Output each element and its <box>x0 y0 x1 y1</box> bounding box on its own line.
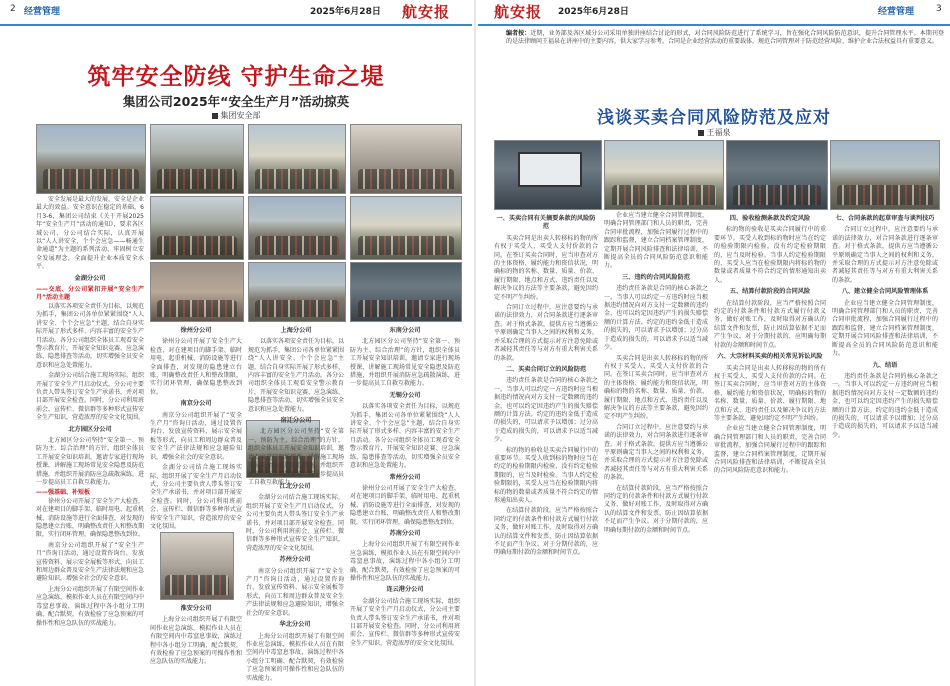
byline-author-right: 王福泉 <box>706 128 731 137</box>
photo-discussion <box>830 140 940 210</box>
article-paragraph: 买卖合同是出卖人转移标的物的所有权于买受人，买受人支付价款的合同。在签订买卖合同时，应当审查对方的主体资格、履约能力和资信状况，明确标的物的名称、数量、质量、价款、履行期限、地点和方式、违约责任以及解决争议的方法等主要条款，避免因约定不明产生纠纷。 <box>604 354 708 421</box>
section-heading: 南京分公司 <box>180 400 212 408</box>
article-paragraph: 在结算付款阶段，应当严格按照合同约定的付款条件和付款方式履行付款义务，做好对账工作，及时取得对方确认的结算文件和发票，防止因结算依据不足而产生争议。对于分期付款的，应明确每期付款的金额和时间节点。 <box>714 299 826 349</box>
section-heading: 宿迁分公司 <box>280 417 312 425</box>
photo-people <box>157 236 238 255</box>
article-paragraph: 违约责任条款是合同的核心条款之一。当事人可以约定一方违约时应当根据违约情况向对方支付一定数额的违约金，也可以约定因违约产生的损失赔偿额的计算方法。约定的违约金低于造成的损失的，可以请求予以增加；过分高于造成的损失的，可以请求予以适当减少。 <box>604 285 708 352</box>
article-paragraph: 南京分公司组织开展了“安全生产月”咨询日活动，通过设置咨询台、发放宣传资料、展示安全展板等形式，向员工和周边群众普及安全生产法律法规和应急避险知识，增强全社会的安全意识。 <box>246 567 344 617</box>
right-page <box>478 0 950 686</box>
article-paragraph: 徐州分公司开展了安全生产大检查，对在建项目的脚手架、临时用电、起重机械、消防设施等进行全面排查，对发现的隐患建立台账，明确整改责任人和整改期限，实行闭环管理，确保隐患整改到位。 <box>36 497 145 539</box>
article-column-2b <box>150 602 242 682</box>
byline-marker-icon <box>698 130 704 136</box>
article-paragraph: 以落实各项安全责任为目标，以规范为抓手，集团公司各单位紧紧围绕“人人讲安全、个个会应急”主题，结合自身实际开展了形式多样、内容丰富的安全生产月活动。各分公司组织全体员工观看安全警示教育片，开展安全知识竞赛、应急演练、隐患排查等活动，切实增强全员安全意识和应急处置能力。 <box>248 338 345 413</box>
right-headline: 浅谈买卖合同风险防范及应对 <box>597 108 831 128</box>
left-page <box>0 0 472 686</box>
photo-people <box>733 185 821 205</box>
article-paragraph: 金湖分公司结合施工现场实际，组织开展了安全生产月启动仪式，分公司主要负责人带头签订安全生产承诺书，并对项目部开展安全检查。同时，分公司利用班前会、宣传栏、微信群等多种形式宣传安全生产知识，营造浓厚的安全文化氛围。 <box>350 597 460 647</box>
photo-drill <box>150 196 244 260</box>
photo-indoor-meeting <box>350 262 462 322</box>
article-paragraph: 企业应当建立健全合同管理制度，明确合同管理部门和人员的职责，完善合同审批流程，加强合同履行过程中的跟踪和监督，建立合同档案管理制度，定期开展合同风险排查和法律培训，不断提高全员的合同风险防范意识和能力。 <box>604 212 708 270</box>
presentation-screen <box>518 152 581 187</box>
photo-workers <box>350 196 462 260</box>
byline-right <box>614 127 814 138</box>
section-heading: 苏州分公司 <box>279 556 311 564</box>
photo-people <box>255 300 340 317</box>
page-fold <box>474 0 476 686</box>
article-paragraph: 企业应当建立健全合同管理制度，明确合同管理部门和人员的职责，完善合同审批流程，加强合同履行过程中的跟踪和监督，建立合同档案管理制度，定期开展合同风险排查和法律培训，不断提高全员的合同风险防范意识和能力。 <box>832 299 938 358</box>
editor-note-label: 编者按： <box>506 30 531 37</box>
article-paragraph: 合同订立过程中，应注意要约与承诺的法律效力，对合同条款进行逐条审查。对于格式条款，提供方应当遵循公平原则确定当事人之间的权利和义务，并采取合理的方式提示对方注意免除或者减轻其责任等与对方有重大利害关系的条款。 <box>604 423 708 482</box>
article-column-2 <box>150 324 242 528</box>
photo-people <box>255 169 340 189</box>
article-paragraph: 合同订立过程中，应注意要约与承诺的法律效力，对合同条款进行逐条审查。对于格式条款，提供方应当遵循公平原则确定当事人之间的权利和义务，并采取合理的方式提示对方注意免除或者减轻其责任等与对方有重大利害关系的条款。 <box>494 304 598 362</box>
page-subhead: 集团公司2025年“安全生产月”活动掠英 <box>122 94 350 109</box>
right-column-1 <box>494 212 598 682</box>
article-column-1 <box>36 196 144 680</box>
article-paragraph: 买卖合同是出卖人转移标的物的所有权于买受人，买受人支付价款的合同。在签订买卖合同时，应当审查对方的主体资格、履约能力和资信状况，明确标的物的名称、数量、质量、价款、履行期限、地点和方式、违约责任以及解决争议的方法等主要条款，避免因约定不明产生纠纷。 <box>494 234 598 301</box>
photo-group-outdoor <box>350 124 462 194</box>
masthead-left: 航安报 <box>402 3 451 21</box>
article-paragraph: 南京分公司组织开展了“安全生产月”咨询日活动，通过设置咨询台、发放宣传资料、展示安全展板等形式，向员工和周边群众普及安全生产法律法规和应急避险知识，增强全社会的安全意识。 <box>150 411 242 461</box>
article-intro: 安全发展是最大的发展，安全是企业最大的效益。安全意识在稳定的基础，6月3-6，集团公司结束《关于开展2025年“安全生产月”活动的通知》，要求各区域公司、分公司结合实际，认真开展以“人人讲安全、个个会应急——畅通生命通道”为主题的系列活动，牢固树立安全发展理念，全面提升企业本质安全水平。 <box>36 196 145 271</box>
photo-training <box>150 124 244 194</box>
photo-people <box>358 300 455 317</box>
photo-banner-event <box>160 532 234 600</box>
section-heading: 淮安分公司 <box>180 605 212 612</box>
photo-people <box>157 169 238 189</box>
photo-people <box>837 185 932 205</box>
section-heading: 常州分公司 <box>389 473 421 481</box>
article-column-3b <box>246 480 344 682</box>
right-page-header <box>478 0 950 26</box>
article-paragraph: 上海分公司组织开展了有限空间作业应急演练，模拟作业人员在有限空间内中毒窒息事故，演练过程中各小组分工明确、配合默契，有效检验了应急预案的可操作性和应急队伍的实战能力。 <box>36 585 145 627</box>
photo-lecture <box>248 196 346 260</box>
article-paragraph: 上海分公司组织开展了有限空间作业应急演练，模拟作业人员在有限空间内中毒窒息事故，演练过程中各小组分工明确、配合默契，有效检验了应急预案的可操作性和应急队伍的实战能力。 <box>350 541 460 582</box>
section-heading: 四、验收检测条款及约定风险 <box>729 215 811 222</box>
section-heading: 上海分公司 <box>280 327 312 334</box>
editor-note <box>506 30 944 46</box>
photo-people <box>255 236 340 255</box>
article-paragraph: 北方园区分公司坚持“安全第一、预防为主、综合治理”的方针，组织全体员工开展安全知识培训，邀请专家进行现场授课，讲解施工现场常见安全隐患及防范措施，并组织开展消防应急疏散演练，进一步提高员工自救互救能力。 <box>350 338 460 388</box>
photo-people <box>358 169 455 189</box>
left-page-header <box>0 0 472 26</box>
section-heading: 连云港分公司 <box>386 586 424 594</box>
page-headline: 筑牢安全防线 守护生命之堤 <box>87 63 385 90</box>
photo-site-inspection <box>248 124 346 194</box>
article-paragraph: 违约责任条款是合同的核心条款之一。当事人可以约定一方违约时应当根据违约情况向对方支付一定数额的违约金，也可以约定因违约产生的损失赔偿额的计算方法。约定的违约金低于造成的损失的，可以请求予以增加；过分高于造成的损失的，可以请求予以适当减少。 <box>494 377 598 444</box>
article-paragraph: 徐州分公司开展了安全生产大检查，对在建项目的脚手架、临时用电、起重机械、消防设施等进行全面排查，对发现的隐患建立台账，明确整改责任人和整改期限，实行闭环管理，确保隐患整改到位。 <box>150 338 242 396</box>
article-paragraph: 标的物的验收是买卖合同履行中的重要环节。买受人收到标的物时应当在约定的检验期限内检验，没有约定检验期限的，应当及时检验。当事人约定检验期限的，买受人应当在检验期限内将标的物的数量或者质量不符合约定的情形通知出卖人。 <box>494 446 598 504</box>
highlight-quote: ——交底、分公司紧扣开展“安全生产月”活动主题 <box>36 286 144 302</box>
section-heading: 八、建立健全合同风险管理体系 <box>841 288 929 296</box>
article-paragraph: 合同订立过程中，应注意要约与承诺的法律效力，对合同条款进行逐条审查。对于格式条款，提供方应当遵循公平原则确定当事人之间的权利和义务，并采取合理的方式提示对方注意免除或者减轻其责任等与对方有重大利害关系的条款。 <box>832 226 938 284</box>
section-heading: 二、买卖合同订立的风险防范 <box>505 365 587 373</box>
photo-conference-room <box>604 140 724 210</box>
article-paragraph: 金湖分公司结合施工现场实际，组织开展了安全生产月启动仪式，分公司主要负责人带头签订安全生产承诺书，并对项目部开展安全检查。同时，分公司利用班前会、宣传栏、微信群等多种形式宣传安全生产知识，营造浓厚的安全文化氛围。 <box>246 494 344 552</box>
section-heading: 江北分公司 <box>279 483 311 490</box>
spacer <box>236 532 244 533</box>
section-heading: 华北分公司 <box>279 621 311 629</box>
article-paragraph: 以落实各项安全责任为目标，以规范为抓手，集团公司各单位紧紧围绕“人人讲安全、个个会应急”主题，结合自身实际开展了形式多样、内容丰富的安全生产月活动。各分公司组织全体员工观看安全警示教育片，开展安全知识竞赛、应急演练、隐患排查等活动，切实增强全员安全意识和应急处置能力。 <box>350 403 460 470</box>
byline-left <box>0 110 472 121</box>
section-heading: 苏南分公司 <box>389 529 421 537</box>
article-paragraph: 违约责任条款是合同的核心条款之一。当事人可以约定一方违约时应当根据违约情况向对方支付一定数额的违约金，也可以约定因违约产生的损失赔偿额的计算方法。约定的违约金低于造成的损失的，可以请求予以增加；过分高于造成的损失的，可以请求予以适当减少。 <box>832 372 938 439</box>
article-paragraph: 上海分公司组织开展了有限空间作业应急演练，模拟作业人员在有限空间内中毒窒息事故，演练过程中各小组分工明确、配合默契，有效检验了应急预案的可操作性和应急队伍的实战能力。 <box>246 632 344 682</box>
right-column-4 <box>832 212 938 682</box>
article-paragraph: 标的物的验收是买卖合同履行中的重要环节。买受人收到标的物时应当在约定的检验期限内检验，没有约定检验期限的，应当及时检验。当事人约定检验期限的，买受人应当在检验期限内将标的物的数量或者质量不符合约定的情形通知出卖人。 <box>714 226 826 284</box>
section-label-left: 经营管理 <box>24 7 61 17</box>
article-paragraph: 买卖合同是出卖人转移标的物的所有权于买受人，买受人支付价款的合同。在签订买卖合同时，应当审查对方的主体资格、履约能力和资信状况，明确标的物的名称、数量、质量、价款、履行期限、地点和方式、违约责任以及解决争议的方法等主要条款，避免因约定不明产生纠纷。 <box>714 364 826 422</box>
photo-audience <box>726 140 828 210</box>
article-paragraph: 在结算付款阶段，应当严格按照合同约定的付款条件和付款方式履行付款义务，做好对账工作，及时取得对方确认的结算文件和发票，防止因结算依据不足而产生争议。对于分期付款的，应明确每期付款的金额和时间节点。 <box>604 484 708 534</box>
page-number-right: 3 <box>936 4 942 14</box>
section-heading: 金湖分公司 <box>74 274 106 282</box>
photo-safety-check <box>248 262 346 322</box>
article-paragraph: 徐州分公司开展了安全生产大检查，对在建项目的脚手架、临时用电、起重机械、消防设施等进行全面排查，对发现的隐患建立台账，明确整改责任人和整改期限，实行闭环管理，确保隐患整改到位。 <box>350 484 460 526</box>
byline-marker-icon <box>212 113 218 119</box>
section-heading: 五、结算付款阶段的合同风险 <box>729 288 811 296</box>
section-heading: 北方园区分公司 <box>68 425 112 433</box>
photo-people <box>358 236 455 255</box>
editor-note-text: 近期，业务部及各区域分公司采用单独讲座结合讨论的形式，对合同风险防范进行了系统学习，旨在强化合同风险防范意识，提升合同管理水平。本期刊登的是法律顾问王福泉在讲座中的主要内容，供大家学习参考。合同是企业经营活动的重要载体，规范合同管理对于防范经营风险、维护企业合法权益具有重要意义。 <box>506 30 944 46</box>
article-paragraph: 金湖分公司结合施工现场实际，组织开展了安全生产月启动仪式，分公司主要负责人带头签订安全生产承诺书，并对项目部开展安全检查。同时，分公司利用班前会、宣传栏、微信群等多种形式宣传安全生产知识，营造浓厚的安全文化氛围。 <box>36 372 145 422</box>
photo-lecture-presenter <box>494 140 602 210</box>
section-heading: 三、违约的合同风险防范 <box>621 273 691 281</box>
byline-author-left: 集团安全部 <box>220 111 261 120</box>
article-column-3 <box>248 324 345 486</box>
photo-people <box>165 575 228 595</box>
photo-people <box>612 185 716 205</box>
section-heading: 徐州分公司 <box>180 327 212 334</box>
photo-meeting-1 <box>36 124 146 194</box>
article-paragraph: 上海分公司组织开展了有限空间作业应急演练，模拟作业人员在有限空间内中毒窒息事故，演练过程中各小组分工明确、配合默契，有效检验了应急预案的可操作性和应急队伍的实战能力。 <box>150 616 242 666</box>
photo-fire-drill <box>150 262 244 322</box>
section-heading: 无锡分公司 <box>389 391 421 399</box>
section-heading: 一、买卖合同有关摘要条款的风险防范 <box>496 215 596 231</box>
issue-date-right: 2025年6月28日 <box>558 7 629 17</box>
article-column-4 <box>350 324 460 682</box>
section-heading: 六、大宗材料买卖的相关常见诉讼风险 <box>717 353 823 361</box>
section-heading: 东南分公司 <box>389 327 421 334</box>
photo-people <box>157 300 238 317</box>
article-paragraph: 南京分公司组织开展了“安全生产月”咨询日活动，通过设置咨询台、发放宣传资料、展示安全展板等形式，向员工和周边群众普及安全生产法律法规和应急避险知识，增强全社会的安全意识。 <box>36 541 145 583</box>
highlight-quote: ——强基础、补短板 <box>36 489 91 497</box>
photo-people <box>43 169 138 189</box>
article-paragraph: 企业应当建立健全合同管理制度，明确合同管理部门和人员的职责，完善合同审批流程，加强合同履行过程中的跟踪和监督，建立合同档案管理制度，定期开展合同风险排查和法律培训，不断提高全员的合同风险防范意识和能力。 <box>714 425 826 475</box>
article-paragraph: 北方园区分公司坚持“安全第一、预防为主、综合治理”的方针，组织全体员工开展安全知识培训，邀请专家进行现场授课，讲解施工现场常见安全隐患及防范措施，并组织开展消防应急疏散演练，进一步提高员工自救互救能力。 <box>36 436 145 486</box>
article-paragraph: 以落实各项安全责任为目标，以规范为抓手，集团公司各单位紧紧围绕“人人讲安全、个个会应急”主题，结合自身实际开展了形式多样、内容丰富的安全生产月活动。各分公司组织全体员工观看安全警示教育片，开展安全知识竞赛、应急演练、隐患排查等活动，切实增强全员安全意识和应急处置能力。 <box>36 302 145 369</box>
article-paragraph: 北方园区分公司坚持“安全第一、预防为主、综合治理”的方针，组织全体员工开展安全知识培训，邀请专家进行现场授课，讲解施工现场常见安全隐患及防范措施，并组织开展消防应急疏散演练，进一步提高员工自救互救能力。 <box>248 428 345 486</box>
right-column-3 <box>714 212 826 682</box>
right-column-2 <box>604 212 708 682</box>
article-paragraph: 在结算付款阶段，应当严格按照合同约定的付款条件和付款方式履行付款义务，做好对账工作，及时取得对方确认的结算文件和发票，防止因结算依据不足而产生争议。对于分期付款的，应明确每期付款的金额和时间节点。 <box>494 507 598 557</box>
section-heading: 七、合同条款的起草审查与谈判技巧 <box>835 215 935 222</box>
section-heading: 九、结语 <box>872 361 898 369</box>
article-paragraph: 金湖分公司结合施工现场实际，组织开展了安全生产月启动仪式，分公司主要负责人带头签订安全生产承诺书，并对项目部开展安全检查。同时，分公司利用班前会、宣传栏、微信群等多种形式宣传安全生产知识，营造浓厚的安全文化氛围。 <box>150 464 242 530</box>
section-label-right: 经营管理 <box>878 7 915 17</box>
masthead-right: 航安报 <box>494 3 543 21</box>
page-number-left: 2 <box>10 4 16 14</box>
issue-date-left: 2025年6月28日 <box>310 7 381 17</box>
